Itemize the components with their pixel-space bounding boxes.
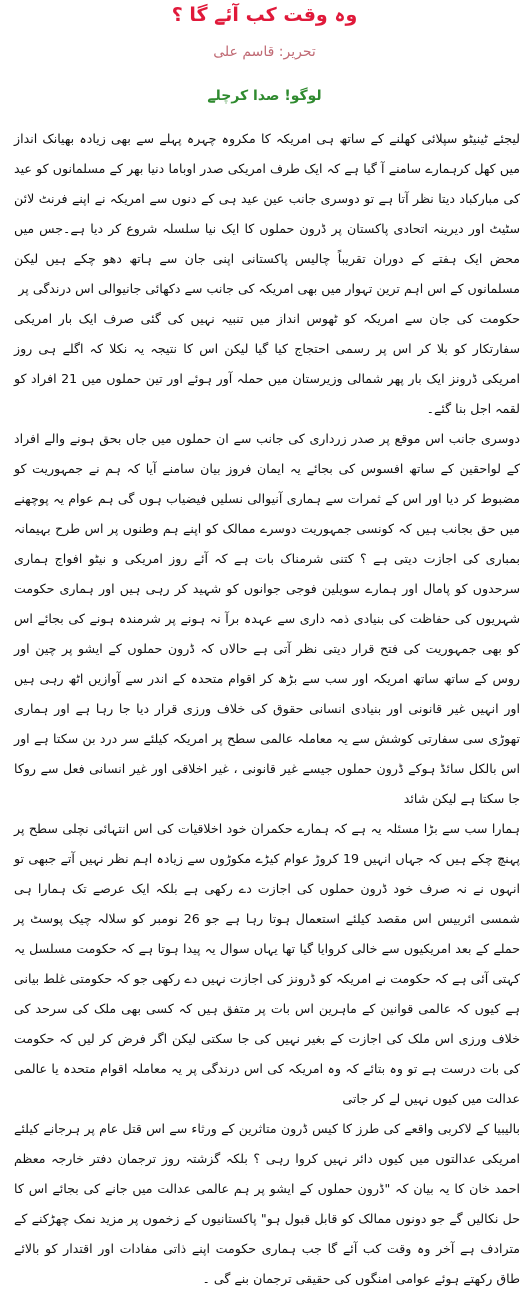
article-body [14,124,520,1294]
paragraph: دوسری جانب اس موقع پر صدر زرداری کی جانب سے ان حملوں میں جاں بحق ہونے والے افراد کے لواحقین کے ساتھ افسوس کی بجائے یہ ایمان فروز بیان سامنے آیا کہ ہم نے جمہوریت کو مضبوط کر دیا اور اس کے ثمرات سے ہماری آنیوالی نسلیں فیضیاب ہوں گی ہم عوام یہ پوچھنے میں حق بجانب ہیں کہ کونسی جمہوریت دوسرے ممالک کو اپنے ہم وطنوں پر اس طرح بہیمانہ بمباری کی اجازت دیتی ہے ؟ کتنی شرمناک بات ہے کہ آئے روز امریکی و نیٹو افواج ہماری سرحدوں کو پامال اور ہمارے سویلین فوجی جوانوں کو شہید کر رہی ہیں اور ہماری حکومت شہریوں کی حفاظت کی بنیادی ذمہ داری سے عہدہ برآ نہ ہونے پر شرمندہ ہونے کی بجائے اس کو بھی جمہوریت کی فتح قرار دیتی نظر آتی ہے حالاں کہ ڈرون حملوں کے ایشو پر چین اور روس کے ساتھ ساتھ امریکہ اور سب سے بڑھ کر اقوام متحدہ کے اندر سے آوازیں اٹھ رہی ہیں اور انہیں غیر قانونی اور بنیادی انسانی حقوق کی خلاف ورزی قرار دیا جا رہا ہے اور ہماری تھوڑی سی سفارتی کوشش سے یہ معاملہ عالمی سطح پر امریکہ کیلئے سر درد بن سکتا ہے اور اس بالکل سائڈ ہوکے ڈرون حملوں جیسے غیر قانونی ، غیر اخلاقی اور غیر انسانی فعل سے روکا جا سکتا ہے لیکن شائد [14,431,520,806]
paragraph: ہمارا سب سے بڑا مسئلہ یہ ہے کہ ہمارے حکمران خود اخلاقیات کی اس انتہائی نچلی سطح پر پہنچ چکے ہیں کہ جہاں انہیں 19 کروڑ عوام کیڑے مکوڑوں سے زیادہ اہم نظر نہیں آتے جبھی تو انہوں نے نہ صرف خود ڈرون حملوں کی اجازت دے رکھی ہے بلکہ ایک عرصے تک ہمارا ہی شمسی ائربیس اس مقصد کیلئے استعمال ہوتا رہا ہے جو 26 نومبر کو سلالہ چیک پوسٹ پر حملے کے بعد امریکیوں سے خالی کروایا گیا تھا یہاں سوال یہ پیدا ہوتا ہے کہ حکومت مسلسل یہ کہتی آئی ہے کہ حکومت نے امریکہ کو ڈرونز کی اجازت نہیں دے رکھی جو کہ حکومتی غلط بیانی ہے کیوں کہ عالمی قوانین کے ماہرین اس بات پر متفق ہیں کہ کسی بھی ملک کی سرحد کی خلاف ورزی اس ملک کی اجازت کے بغیر نہیں کی جا سکتی لیکن اگر فرض کر لیں کہ حکومت کی بات درست ہے تو وہ بتائے کہ وہ امریکہ کی اس درندگی پر یہ معاملہ اقوام متحدہ یا عالمی عدالت میں کیوں نہیں لے کر جاتی [14,821,520,1106]
article-title: وہ وقت کب آئے گا ؟ [171,4,358,26]
article-byline: تحریر: قاسم علی [213,44,316,60]
paragraph: حکومت کی جان سے امریکہ کو ٹھوس انداز میں تنبیہ نہیں کی گئی صرف ایک بار امریکی سفارتکار کو بلا کر اس پر رسمی احتجاج کیا گیا لیکن اس کا نتیجہ یہ نکلا کہ اگلے ہی روز امریکی ڈرونز ایک بار پھر شمالی وزیرستان میں حملہ آور ہوئے اور تین حملوں میں 21 افراد کو لقمہ اجل بنا گئے۔ [14,311,520,416]
article-slogan: لوگو! صدا کرچلے [207,88,322,104]
paragraph: بالیبیا کے لاکربی واقعے کی طرز کا کیس ڈرون متاثرین کے ورثاء سے اس قتل عام پر ہرجانے کیلئے امریکی عدالتوں میں کیوں دائر نہیں کروا رہی ؟ بلکہ گزشتہ روز ترجمان دفتر خارجہ معظم احمد خان کا یہ بیان کہ "ڈرون حملوں کے ایشو پر ہم عالمی عدالت میں جانے کی بجائے اس کا حل نکالیں گے جو دونوں ممالک کو قابل قبول ہو" پاکستانیوں کے زخموں پر مزید نمک چھڑکنے کے مترادف ہے آخر وہ وقت کب آئے گا جب ہماری حکومت اپنے ذاتی مفادات اور اقتدار کو بالائے طاق رکھتے ہوئے عوامی امنگوں کی حقیقی ترجمان بنے گی ۔ [14,1121,520,1286]
paragraph: لیجئے ٹینیٹو سپلائی کھلنے کے ساتھ ہی امریکہ کا مکروہ چہرہ پہلے سے بھی زیادہ بھیانک انداز میں کھل کرہمارے سامنے آ گیا ہے کہ ایک طرف امریکی صدر اوباما دنیا بھر کے مسلمانوں کو عید کی مبارکباد دیتا نظر آتا ہے تو دوسری جانب عین عید ہی کے دنوں سے امریکہ نے اپنے فرنٹ لائن سٹیٹ اور دیرینہ اتحادی پاکستان پر ڈرون حملوں کا ایک نیا سلسلہ شروع کر دیا ہے۔جس میں محض ایک ہفتے کے دوران تقریباً چالیس پاکستانی اپنی جان سے ہاتھ دھو چکے ہیں لیکن مسلمانوں کے اس اہم ترین تہوار میں بھی امریکہ کی جانب سے دکھائی جانیوالی اس درندگی پر [14,131,520,296]
